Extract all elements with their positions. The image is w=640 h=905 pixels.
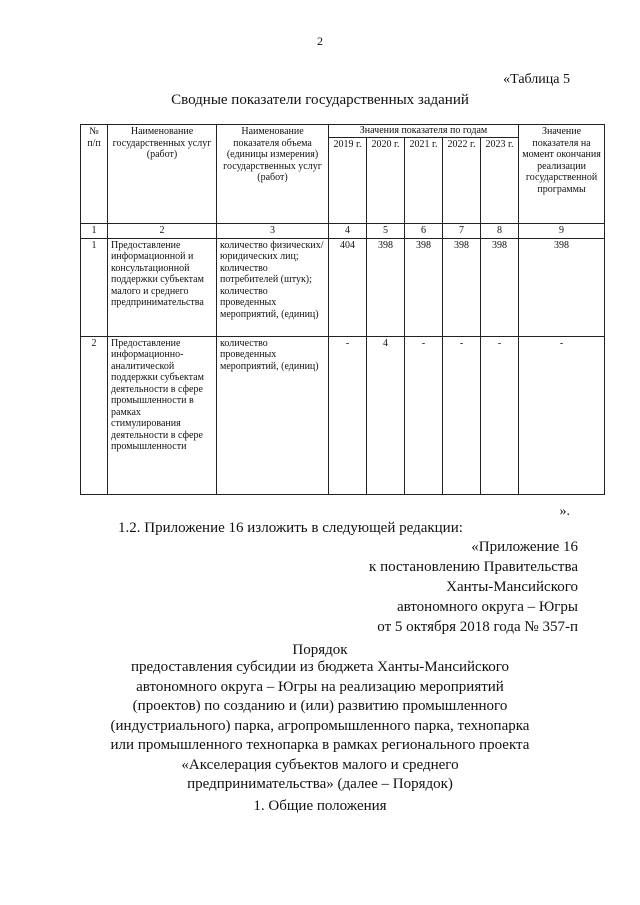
column-number: 7 [443, 224, 481, 239]
appendix-line: к постановлению Правительства [369, 559, 578, 575]
column-number: 1 [81, 224, 108, 239]
appendix-header [369, 537, 578, 637]
title-line: (индустриального) парка, агропромышленного парка, технопарка [110, 717, 530, 734]
table-row [81, 238, 605, 336]
year-header: 2023 г. [481, 137, 519, 224]
title-line: предоставления субсидии из бюджета Ханты-Мансийского [130, 659, 510, 675]
title-line: автономного округа – Югры на реализацию мероприятий [136, 678, 504, 695]
indicator-cell: количество проведенных мероприятий, (единиц) [217, 336, 329, 494]
year-value-cell: - [443, 336, 481, 494]
year-header: 2020 г. [367, 137, 405, 224]
indicator-cell: количество физических/юридических лиц; количество потребителей (штук); количество проведенных мероприятий, (единиц) [217, 238, 329, 336]
year-value-cell: - [329, 336, 367, 494]
summary-table [80, 124, 605, 495]
table-label: «Таблица 5 [503, 72, 570, 87]
column-number: 8 [481, 224, 519, 239]
final-value-cell: - [519, 336, 605, 494]
final-value-cell: 398 [519, 238, 605, 336]
table-row [81, 336, 605, 494]
year-header: 2019 г. [329, 137, 367, 224]
amendment-point: 1.2. Приложение 16 изложить в следующей редакции: [118, 520, 463, 536]
service-name-cell: Предоставление информационно-аналитической поддержки субъектам деятельности в сфере промышленности в рамках стимулирования деятельности в сфере промышленности [108, 336, 217, 494]
appendix-line: от 5 октября 2018 года № 357-п [377, 619, 578, 635]
appendix-line: Ханты-Мансийского [446, 579, 578, 595]
header-values-by-year: Значения показателя по годам [329, 125, 519, 138]
header-final-value: Значение показателя на момент окончания реализации государственной программы [519, 125, 605, 224]
column-number: 5 [367, 224, 405, 239]
year-value-cell: 404 [329, 238, 367, 336]
title-line: или промышленного технопарка в рамках регионального проекта [110, 737, 530, 753]
title-line: «Акселерация субъектов малого и среднего [181, 756, 459, 773]
row-number: 2 [81, 336, 108, 494]
service-name-cell: Предоставление информационной и консультационной поддержки субъектам малого и среднего предпринимательства [108, 238, 217, 336]
year-header: 2022 г. [443, 137, 481, 224]
year-value-cell: - [481, 336, 519, 494]
year-header: 2021 г. [405, 137, 443, 224]
header-num: № п/п [81, 125, 108, 224]
column-number: 6 [405, 224, 443, 239]
column-number-row [81, 224, 605, 239]
year-value-cell: 4 [367, 336, 405, 494]
document-title [0, 658, 640, 795]
column-number: 9 [519, 224, 605, 239]
header-row [81, 125, 605, 138]
page-number: 2 [317, 34, 323, 48]
document-heading: Порядок [292, 642, 348, 658]
year-value-cell: 398 [481, 238, 519, 336]
header-service-name: Наименование государственных услуг (работ) [108, 125, 217, 224]
column-number: 2 [108, 224, 217, 239]
title-line: (проектов) по созданию и (или) развитию промышленного [132, 698, 508, 714]
title-line: предпринимательства» (далее – Порядок) [187, 776, 453, 792]
year-value-cell: 398 [443, 238, 481, 336]
appendix-line: автономного округа – Югры [396, 599, 578, 615]
table-title: Сводные показатели государственных заданий [171, 92, 469, 108]
header-indicator-name: Наименование показателя объема (единицы измерения) государственных услуг (работ) [217, 125, 329, 224]
column-number: 3 [217, 224, 329, 239]
year-value-cell: - [405, 336, 443, 494]
row-number: 1 [81, 238, 108, 336]
table-close-quote: ». [559, 504, 570, 519]
column-number: 4 [329, 224, 367, 239]
year-value-cell: 398 [405, 238, 443, 336]
appendix-line: «Приложение 16 [471, 539, 578, 555]
year-value-cell: 398 [367, 238, 405, 336]
section-heading: 1. Общие положения [253, 798, 387, 814]
